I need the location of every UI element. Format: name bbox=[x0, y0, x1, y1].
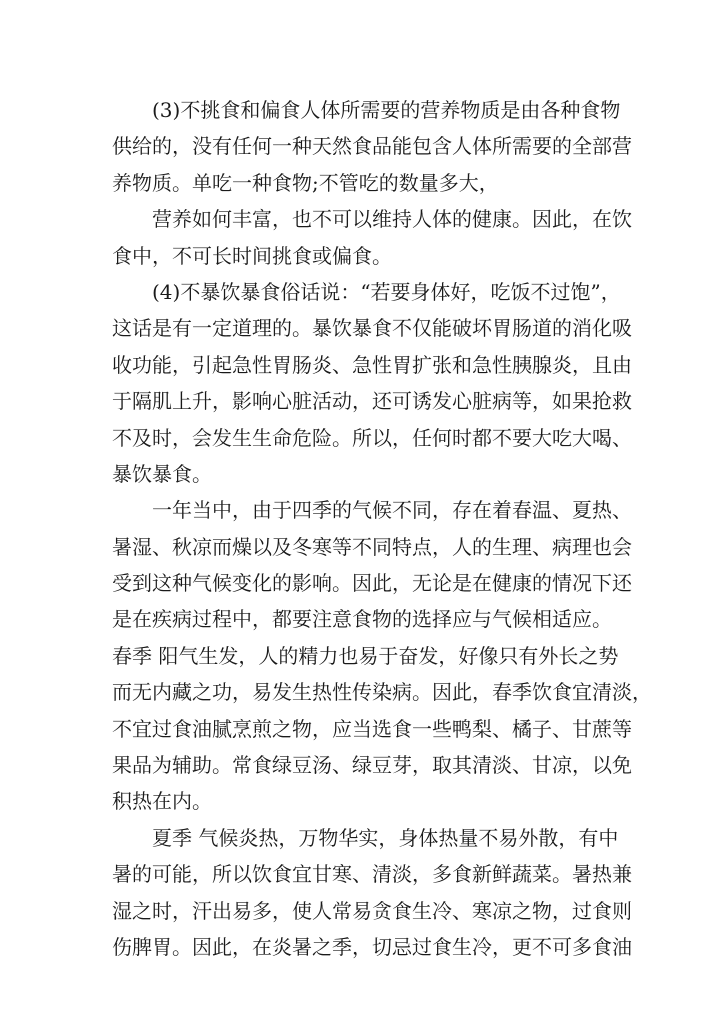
text-line: 暑湿、秋凉而燥以及冬寒等不同特点，人的生理、病理也会 bbox=[112, 534, 632, 559]
text-line: 受到这种气候变化的影响。因此，无论是在健康的情况下还 bbox=[112, 571, 632, 596]
text-line: 一年当中，由于四季的气候不同，存在着春温、夏热、 bbox=[152, 498, 632, 523]
text-line: 这话是有一定道理的。暴饮暴食不仅能破坏胃肠道的消化吸 bbox=[112, 316, 632, 341]
text-line: 而无内藏之功，易发生热性传染病。因此，春季饮食宜清淡， bbox=[112, 680, 652, 705]
text-line: 湿之时，汗出易多，使人常易贪食生冷、寒凉之物，过食则 bbox=[112, 898, 632, 923]
text-line: 春季 阳气生发，人的精力也易于奋发，好像只有外长之势 bbox=[112, 643, 619, 668]
text-line: 不及时，会发生生命危险。所以，任何时都不要大吃大喝、 bbox=[112, 425, 632, 450]
text-line: 收功能，引起急性胃肠炎、急性胃扩张和急性胰腺炎，且由 bbox=[112, 352, 632, 377]
body-text bbox=[112, 92, 652, 965]
text-line: 暴饮暴食。 bbox=[112, 461, 212, 486]
text-line: 暑的可能，所以饮食宜甘寒、清淡，多食新鲜蔬菜。暑热兼 bbox=[112, 862, 632, 887]
text-line: 夏季 气候炎热，万物华实，身体热量不易外散，有中 bbox=[152, 825, 619, 850]
text-line: 是在疾病过程中，都要注意食物的选择应与气候相适应。 bbox=[112, 607, 612, 632]
text-line: 食中，不可长时间挑食或偏食。 bbox=[112, 243, 392, 268]
text-line: 于隔肌上升，影响心脏活动，还可诱发心脏病等，如果抢救 bbox=[112, 389, 632, 414]
text-line: 供给的，没有任何一种天然食品能包含人体所需要的全部营 bbox=[112, 134, 632, 159]
text-line: 营养如何丰富，也不可以维持人体的健康。因此，在饮 bbox=[152, 207, 632, 232]
text-line: (3)不挑食和偏食人体所需要的营养物质是由各种食物 bbox=[152, 98, 621, 122]
text-line: 积热在内。 bbox=[112, 789, 212, 814]
text-line: 养物质。单吃一种食物;不管吃的数量多大， bbox=[112, 170, 499, 195]
text-line: 伤脾胃。因此，在炎暑之季，切忌过食生冷，更不可多食油 bbox=[112, 934, 632, 959]
text-line: (4)不暴饮暴食俗话说：“若要身体好，吃饭不过饱”， bbox=[152, 279, 621, 304]
text-line: 果品为辅助。常食绿豆汤、绿豆芽，取其清淡、甘凉，以免 bbox=[112, 753, 632, 778]
text-line: 不宜过食油腻烹煎之物，应当选食一些鸭梨、橘子、甘蔗等 bbox=[112, 716, 632, 741]
